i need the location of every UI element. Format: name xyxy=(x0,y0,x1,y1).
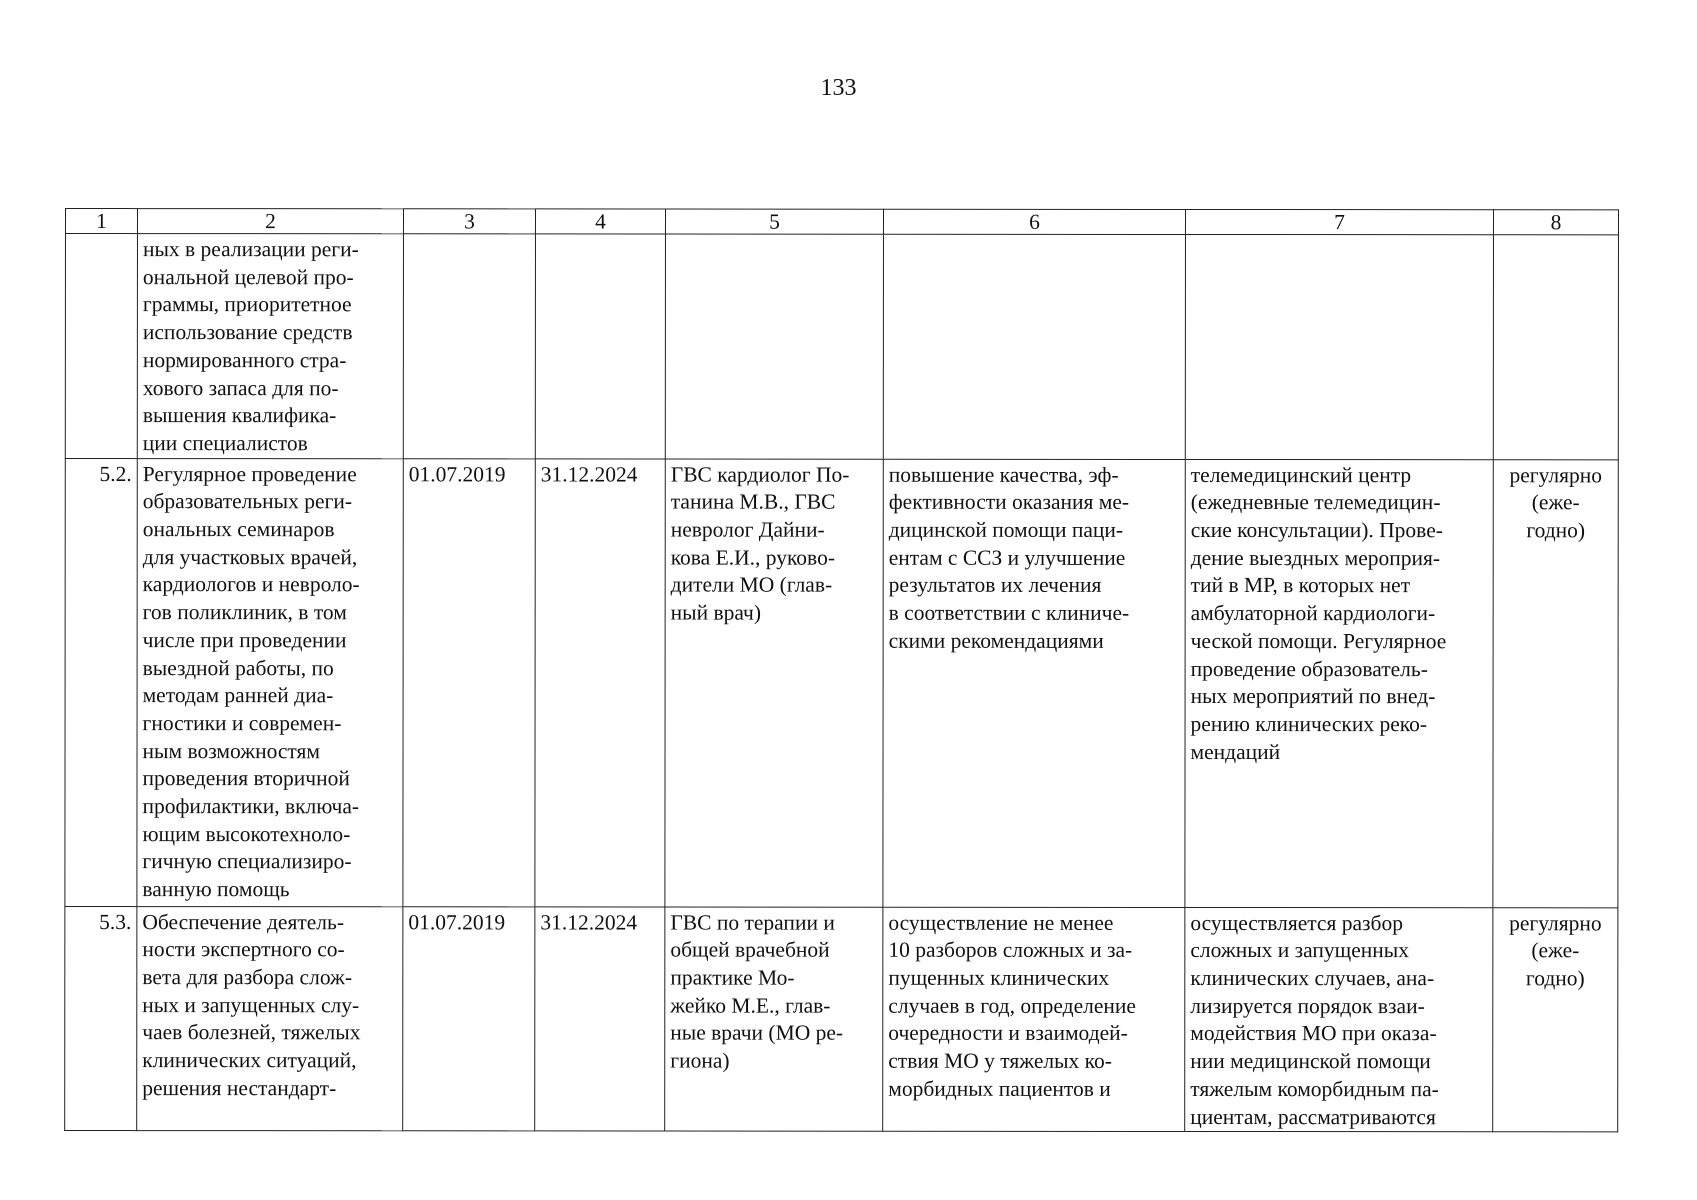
end-date-cell: 31.12.2024 xyxy=(535,459,665,907)
responsible-cell: ГВС по терапии и общей врачебной практике Мо- жейко М.Е., глав- ные врачи (МО ре- гиона) xyxy=(665,907,883,1132)
row-number: 5.2. xyxy=(65,458,137,906)
column-number-6: 6 xyxy=(883,209,1185,234)
start-date-cell: 01.07.2019 xyxy=(403,458,535,906)
start-date-cell: 01.07.2019 xyxy=(403,906,535,1131)
indicator-cell xyxy=(1185,234,1493,459)
column-number-1: 1 xyxy=(65,209,137,234)
end-date-cell xyxy=(535,234,665,459)
indicator-cell: осуществляется разбор сложных и запущенных клинических случаев, ана- лизируется порядок взаи- модействия МО при оказа- нии медицинской помощи тяжелым коморбидным па- циентам, рассматриваются xyxy=(1185,907,1493,1132)
frequency-cell: регулярно (еже- годно) xyxy=(1493,907,1618,1132)
frequency-cell: регулярно (еже- годно) xyxy=(1493,459,1618,907)
plan-table xyxy=(64,208,1619,1133)
row-number xyxy=(65,234,137,459)
result-cell: повышение качества, эф- фективности оказания ме- дицинской помощи паци- ентам с ССЗ и улучшение результатов их лечения в соответствии с клиниче- скими рекомендациями xyxy=(883,459,1185,907)
responsible-cell: ГВС кардиолог По- танина М.В., ГВС невролог Дайни- кова Е.И., руково- дители МО (глав- ный врач) xyxy=(665,459,883,907)
end-date-cell: 31.12.2024 xyxy=(535,907,665,1132)
page-number: 133 xyxy=(820,75,857,101)
responsible-cell xyxy=(665,234,883,459)
start-date-cell xyxy=(403,234,535,459)
event-cell: Обеспечение деятель- ности экспертного со- вета для разбора слож- ных и запущенных слу- чаев болезней, тяжелых клинических ситуаций, решения нестандарт- xyxy=(137,906,403,1131)
row-number: 5.3. xyxy=(65,906,137,1131)
column-number-3: 3 xyxy=(403,209,535,234)
column-number-7: 7 xyxy=(1185,209,1493,234)
event-cell: Регулярное проведение образовательных реги- ональных семинаров для участковых врачей, кардиологов и невроло- гов поликлиник, в том числе при проведении выездной работы, по методам ранней диа- гностики и современ- ным возможностям проведения вторичной профилактики, включа- ющим высокотехноло- гичную специализиро- ванную помощь xyxy=(137,458,403,906)
table-row xyxy=(65,234,1618,460)
table-row xyxy=(65,458,1618,907)
table-row xyxy=(65,906,1618,1132)
result-cell: осуществление не менее 10 разборов сложных и за- пущенных клинических случаев в год, определение очередности и взаимодей- ствия МО у тяжелых ко- морбидных пациентов и xyxy=(883,907,1185,1132)
event-cell: ных в реализации реги- ональной целевой про- граммы, приоритетное использование средств нормированного стра- хового запаса для по- вышения квалифика- ции специалистов xyxy=(137,234,403,459)
column-number-row xyxy=(65,209,1618,235)
column-number-2: 2 xyxy=(137,209,403,234)
column-number-8: 8 xyxy=(1493,210,1618,235)
column-number-5: 5 xyxy=(665,209,883,234)
indicator-cell: телемедицинский центр (ежедневные телемедицин- ские консультации). Прове- дение выездных мероприя- тий в МР, в которых нет амбулаторной кардиологи- ческой помощи. Регулярное проведение образователь- ных мероприятий по внед- рению клинических реко- мендаций xyxy=(1185,459,1493,907)
column-number-4: 4 xyxy=(535,209,665,234)
frequency-cell xyxy=(1493,235,1618,460)
result-cell xyxy=(883,234,1185,459)
